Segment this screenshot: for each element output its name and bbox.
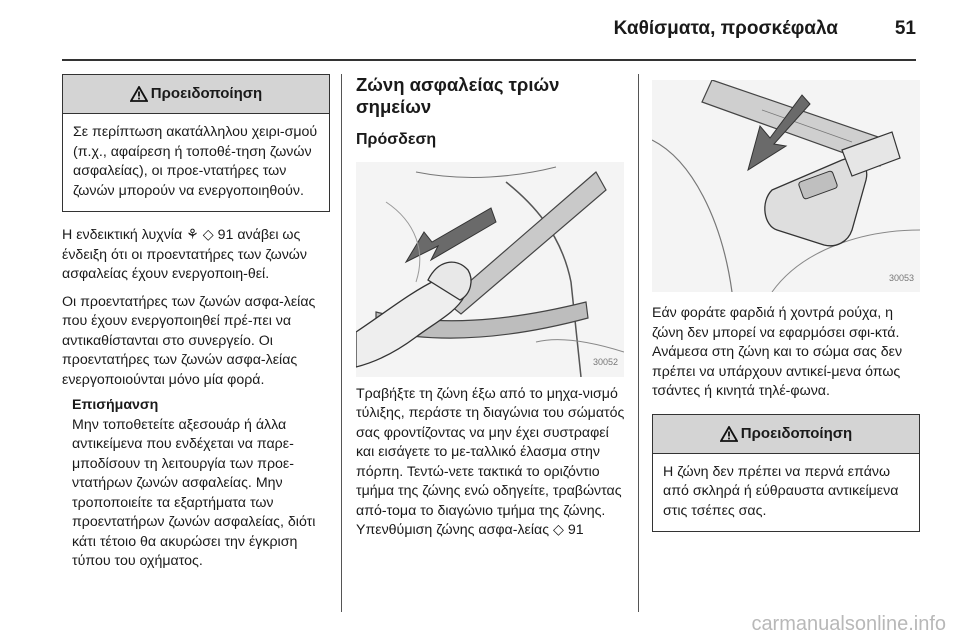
note-title: Επισήμανση bbox=[72, 397, 159, 413]
figure-number: 30053 bbox=[888, 272, 914, 283]
warning-box bbox=[62, 74, 330, 212]
paragraph: Τραβήξτε τη ζώνη έξω από το μηχα-νισμό τύλιξης, περάστε τη διαγώνια του σώματός σας φροντίζοντας να μην έχει συστραφεί και εισάγετε το με-ταλλικό έλασμα στην πόρπη. Τεντώ-νετε τακτικά το οριζόντιο τμήμα της ζώνης ενώ οδηγείτε, τραβώντας από-τομα το διαγώνιο τμήμα της ζώνης. bbox=[356, 385, 625, 519]
watermark: carmanualsonline.info bbox=[751, 613, 946, 635]
illustration-drawing bbox=[652, 80, 920, 292]
warning-title: Προειδοποίηση bbox=[740, 424, 853, 442]
buckle-illustration bbox=[652, 80, 920, 292]
warning-header bbox=[653, 415, 919, 454]
note-text: Μην τοποθετείτε αξεσουάρ ή άλλα αντικείμενα που ενδέχεται να παρε-μποδίσουν τη λειτουργία των προε-ντατήρων ζωνών ασφαλείας. Μην τροποποιείτε τα εξαρτήματα των προεντατήρων ζωνών ασφαλείας, διότι κάτι τέτοιο θα ακυρώσει την έγκριση τύπου του οχήματος. bbox=[72, 416, 316, 569]
warning-text: Η ζώνη δεν πρέπει να περνά επάνω από σκληρά ή εύθραυστα αντικείμενα στις τσέπες σας. bbox=[663, 463, 899, 519]
reminder-reference: Υπενθύμιση ζώνης ασφα-λείας ◇ 91 bbox=[356, 522, 584, 538]
section-heading: Ζώνη ασφαλείας τριών σημείων bbox=[356, 74, 560, 117]
column-divider bbox=[341, 74, 342, 612]
paragraph: Οι προεντατήρες των ζωνών ασφα-λείας που έχουν ενεργοποιηθεί πρέ-πει να αντικαθίστανται στο συνεργείο. Οι προεντατήρες των ζωνών ασφα-λείας ενεργοποιούνται μόνο μία φορά. bbox=[62, 293, 316, 388]
warning-title: Προειδοποίηση bbox=[150, 85, 263, 103]
warning-header bbox=[63, 75, 329, 114]
note-block bbox=[72, 396, 330, 572]
column-left bbox=[62, 74, 330, 572]
warning-triangle-icon bbox=[720, 426, 738, 442]
header-divider bbox=[62, 59, 916, 61]
page-header bbox=[0, 0, 960, 60]
subheading: Πρόσδεση bbox=[356, 131, 437, 148]
paragraph: Εάν φοράτε φαρδιά ή χοντρά ρούχα, η ζώνη δεν μπορεί να εφαρμόσει σφι-κτά. Ανάμεσα στη ζώνη και το σώμα σας δεν πρέπει να υπάρχουν αντικεί-μενα όπως τσάντες ή κινητά τηλέ-φωνα. bbox=[652, 305, 903, 399]
warning-text: Σε περίπτωση ακατάλληλου χειρι-σμού (π.χ., αφαίρεση ή τοποθέ-τηση ζωνών ασφαλείας), οι προε-ντατήρες των ζωνών μπορούν να ενεργοποιηθούν. bbox=[73, 124, 318, 199]
warning-box bbox=[652, 414, 920, 533]
column-right bbox=[652, 74, 920, 532]
seatbelt-fastening-illustration bbox=[356, 162, 624, 377]
paragraph: Η ενδεικτική λυχνία ⚘ ◇ 91 ανάβει ως ένδειξη ότι οι προεντατήρες των ζωνών ασφαλείας έχουν ενεργοποιη-θεί. bbox=[62, 227, 307, 282]
figure-number: 30052 bbox=[592, 357, 618, 367]
warning-triangle-icon bbox=[130, 86, 148, 102]
section-title: Καθίσματα, προσκέφαλα bbox=[613, 18, 838, 39]
illustration-drawing bbox=[356, 162, 624, 377]
column-divider bbox=[638, 74, 639, 612]
page-number: 51 bbox=[894, 18, 916, 39]
column-middle bbox=[356, 74, 626, 541]
